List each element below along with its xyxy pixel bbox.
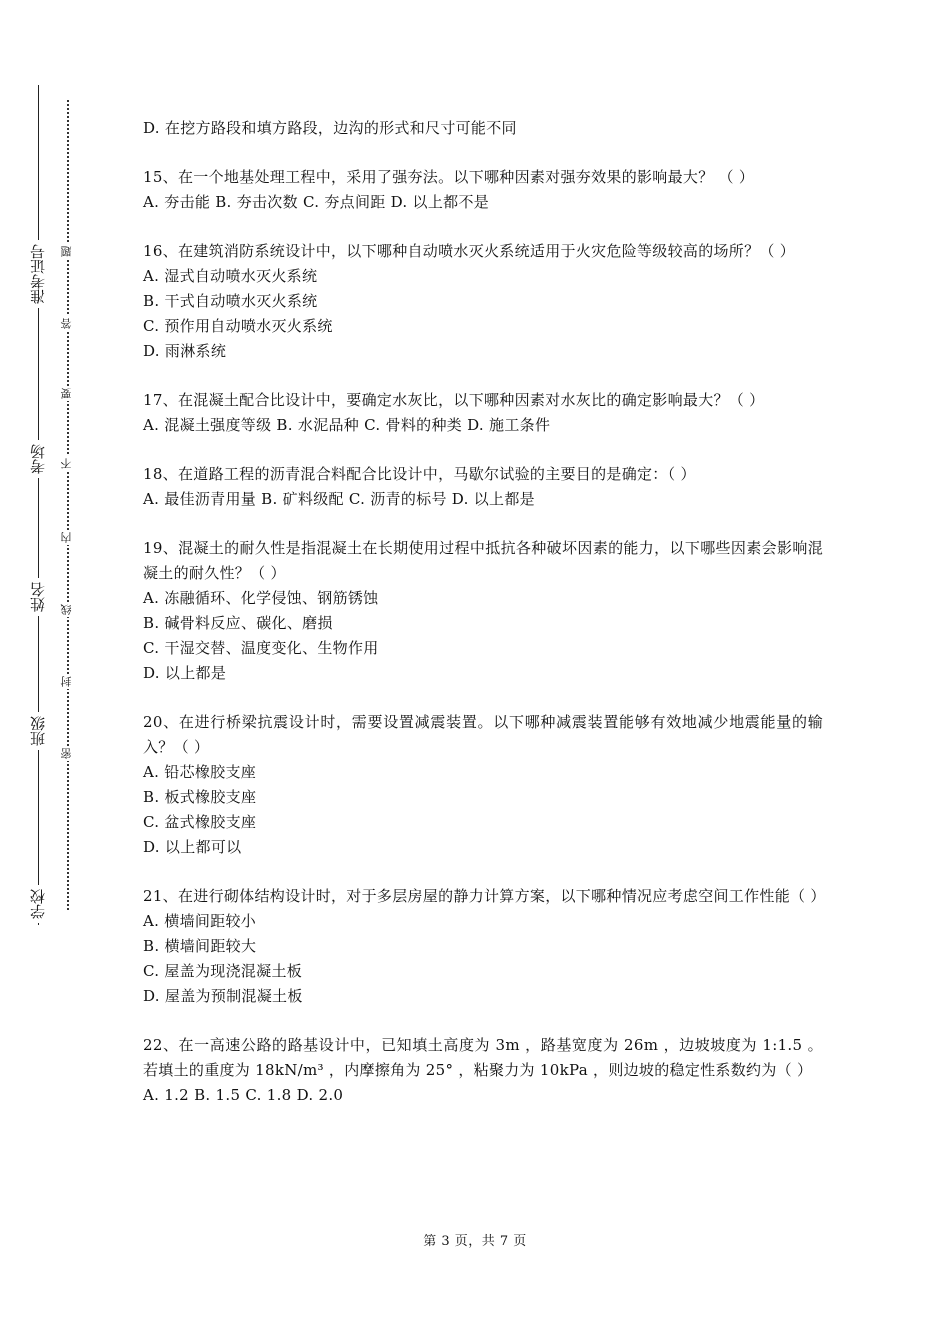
exam-number-label: 准考证号 <box>30 240 46 308</box>
question-stem: 20、在进行桥梁抗震设计时，需要设置减震装置。以下哪种减震装置能够有效地减少地震能量的输入？（ ） <box>143 713 823 756</box>
option-d: D. 在挖方路段和填方路段，边沟的形式和尺寸可能不同 <box>143 119 517 137</box>
school-label: 学校 <box>30 885 46 923</box>
option-d: D. 屋盖为预制混凝土板 <box>143 987 303 1005</box>
question-options: A. 夯击能 B. 夯击次数 C. 夯点间距 D. 以上都不是 <box>143 193 490 211</box>
name-label: 姓名 <box>30 578 46 616</box>
seal-char: 内 <box>60 532 73 543</box>
question-options: A. 1.2 B. 1.5 C. 1.8 D. 2.0 <box>143 1086 344 1104</box>
option-c: C. 预作用自动喷水灭火系统 <box>143 317 333 335</box>
binding-line <box>38 85 39 925</box>
page-number: 第 3 页，共 7 页 <box>423 1234 527 1249</box>
option-a: A. 冻融循环、化学侵蚀、钢筋锈蚀 <box>143 589 379 607</box>
question-19 <box>143 536 823 686</box>
option-b: B. 横墙间距较大 <box>143 937 257 955</box>
seal-char: 要 <box>60 388 73 399</box>
question-stem: 18、在道路工程的沥青混合料配合比设计中，马歇尔试验的主要目的是确定：（ ） <box>143 465 696 483</box>
option-a: A. 横墙间距较小 <box>143 912 257 930</box>
option-b: B. 干式自动喷水灭火系统 <box>143 292 318 310</box>
seal-char: 题 <box>60 246 73 257</box>
question-stem: 22、在一高速公路的路基设计中，已知填土高度为 3m ，路基宽度为 26m ，边坡坡度为 1:1.5 。若填土的重度为 18kN/m³ ，内摩擦角为 25° ，粘聚力为 10kPa ，则边坡的稳定性系数约为（ ） <box>143 1036 823 1079</box>
option-d: D. 以上都可以 <box>143 838 242 856</box>
seal-char: 封 <box>60 676 73 687</box>
question-stem: 19、混凝土的耐久性是指混凝土在长期使用过程中抵抗各种破坏因素的能力，以下哪些因素会影响混凝土的耐久性？（ ） <box>143 539 823 582</box>
seal-dotted-line <box>67 100 69 910</box>
question-options: A. 最佳沥青用量 B. 矿料级配 C. 沥青的标号 D. 以上都是 <box>143 490 535 508</box>
class-label: 班级 <box>30 712 46 750</box>
question-18 <box>143 462 823 512</box>
seal-char: 密 <box>60 748 73 759</box>
option-c: C. 屋盖为现浇混凝土板 <box>143 962 303 980</box>
question-20 <box>143 710 823 860</box>
question-15 <box>143 165 823 215</box>
option-d: D. 以上都是 <box>143 664 227 682</box>
question-21 <box>143 884 826 1009</box>
exam-room-label: 考场 <box>30 440 46 478</box>
seal-char: 线 <box>60 604 73 615</box>
option-a: A. 湿式自动喷水灭火系统 <box>143 267 318 285</box>
question-stem: 15、在一个地基处理工程中，采用了强夯法。以下哪种因素对强夯效果的影响最大？ （ ） <box>143 168 755 186</box>
option-d: D. 雨淋系统 <box>143 342 227 360</box>
option-a: A. 铅芯橡胶支座 <box>143 763 257 781</box>
question-stem: 21、在进行砌体结构设计时，对于多层房屋的静力计算方案，以下哪种情况应考虑空间工作性能（ ） <box>143 887 826 905</box>
seal-char: 答 <box>60 318 73 329</box>
option-c: C. 干湿交替、温度变化、生物作用 <box>143 639 379 657</box>
question-list <box>143 116 826 1132</box>
question-stem: 16、在建筑消防系统设计中，以下哪种自动喷水灭火系统适用于火灾危险等级较高的场所？（ ） <box>143 242 796 260</box>
question-options: A. 混凝土强度等级 B. 水泥品种 C. 骨料的种类 D. 施工条件 <box>143 416 551 434</box>
option-b: B. 板式橡胶支座 <box>143 788 257 806</box>
question-stem: 17、在混凝土配合比设计中，要确定水灰比，以下哪种因素对水灰比的确定影响最大？（ ） <box>143 391 765 409</box>
question-16 <box>143 239 823 364</box>
seal-char: 不 <box>60 458 73 469</box>
question-22 <box>143 1033 823 1108</box>
option-b: B. 碱骨料反应、碳化、磨损 <box>143 614 333 632</box>
option-c: C. 盆式橡胶支座 <box>143 813 257 831</box>
question-17 <box>143 388 823 438</box>
question-14-tail <box>143 116 823 141</box>
